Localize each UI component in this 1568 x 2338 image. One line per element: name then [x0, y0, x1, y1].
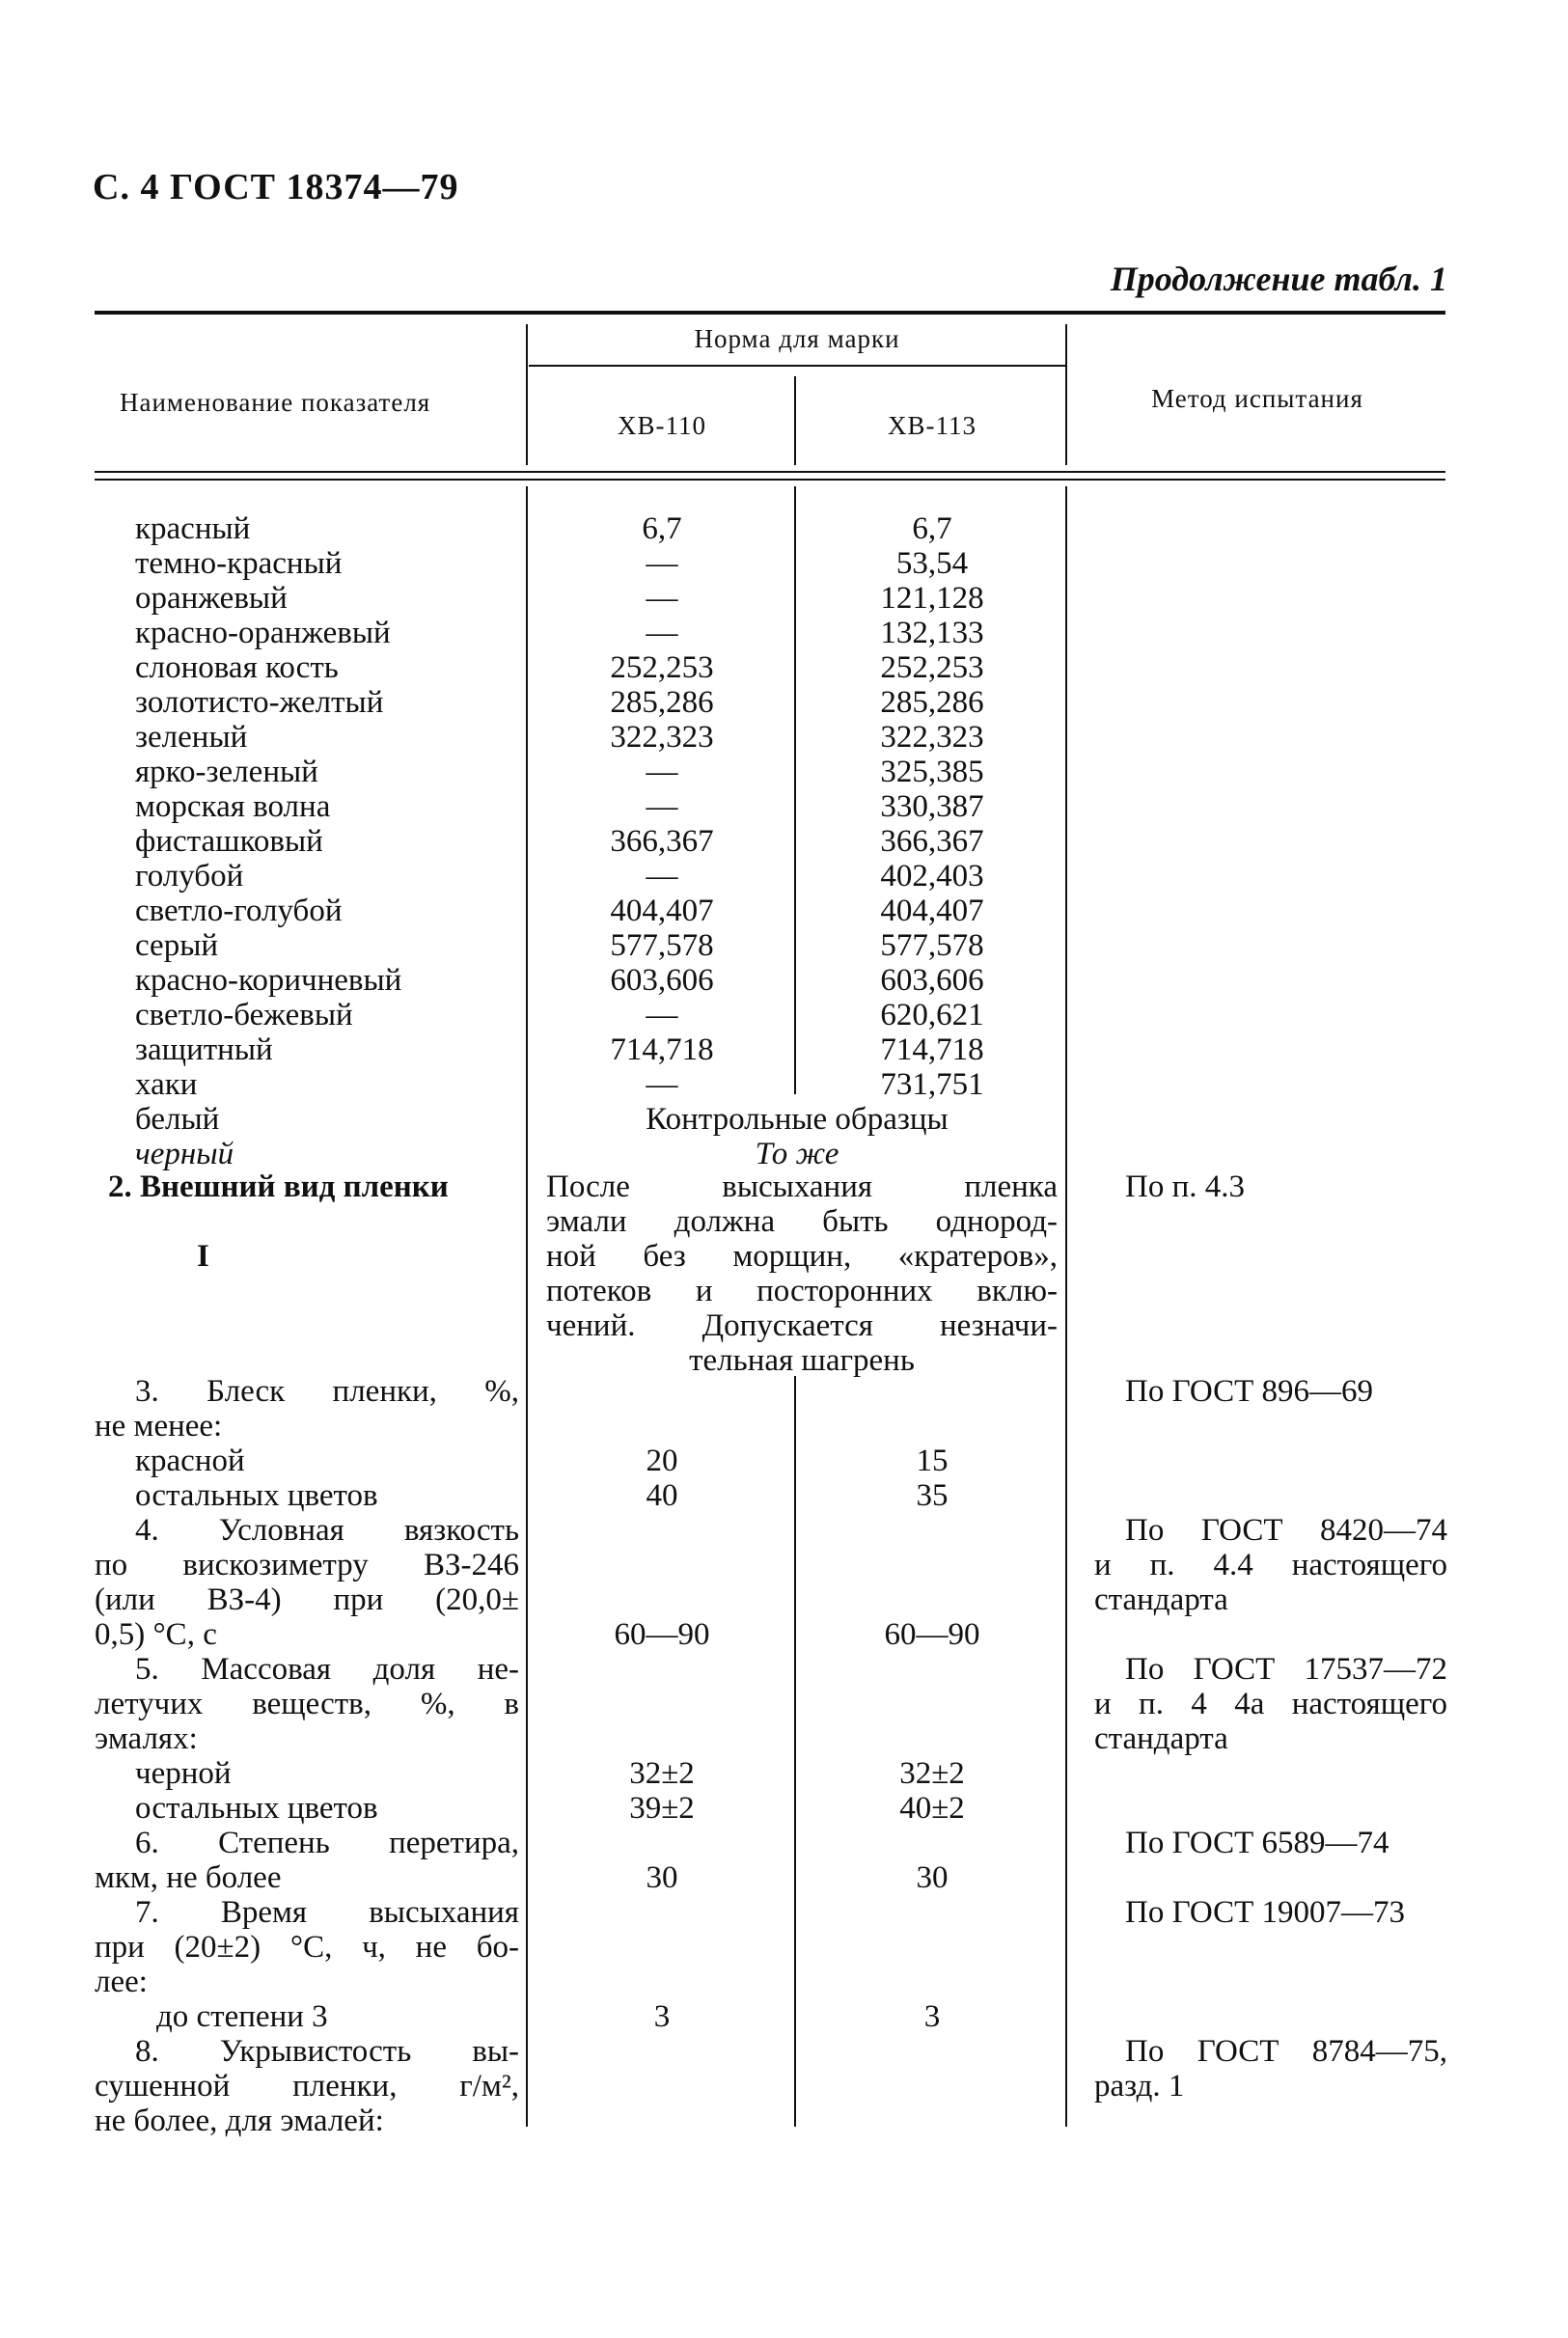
item4-hv110: 60—90 [614, 1617, 710, 1652]
item4-method-line: стандарта [1094, 1582, 1228, 1617]
item5-name [95, 1652, 519, 1756]
color-name: слоновая кость [135, 650, 339, 685]
item2-norm-line: ной без морщин, «кратеров», [546, 1239, 1058, 1274]
item6-hv110: 30 [646, 1860, 678, 1895]
item2-method: По п. 4.3 [1125, 1169, 1245, 1204]
item8-method [1094, 2034, 1447, 2104]
color-name: светло-бежевый [135, 998, 353, 1032]
item3-sub-name: красной [135, 1444, 245, 1478]
item5-sub-name: черной [135, 1756, 232, 1791]
item2-norm-line: После высыхания пленка [546, 1169, 1058, 1204]
item5-method-line: и п. 4 4а настоящего [1094, 1687, 1447, 1721]
color-name: морская волна [135, 789, 331, 824]
item8-method-line: По ГОСТ 8784—75, [1125, 2034, 1447, 2069]
color-name: серый [135, 928, 219, 963]
color-name: светло-голубой [135, 894, 343, 928]
item5-method [1094, 1652, 1447, 1756]
hv113-value: 121,128 [880, 581, 984, 616]
hv113-value: 53,54 [895, 546, 969, 581]
item4-hv113: 60—90 [884, 1617, 980, 1652]
item3-method: По ГОСТ 896—69 [1125, 1374, 1373, 1409]
item2-norm [546, 1169, 1058, 1378]
hv113-value: 404,407 [880, 894, 984, 928]
norm-header-rule [529, 365, 1065, 367]
black-norm: То же [755, 1137, 839, 1171]
item7-name-line: при (20±2) °С, ч, не бо- [95, 1930, 519, 1965]
item6-hv113: 30 [916, 1860, 949, 1895]
hv110-value: — [646, 616, 678, 650]
hv110-value: — [646, 998, 678, 1032]
header-norm: Норма для марки [694, 324, 900, 353]
table-continuation-title: Продолжение табл. 1 [1110, 260, 1447, 298]
item7-method: По ГОСТ 19007—73 [1125, 1895, 1405, 1930]
item7-name-line: лее: [95, 1965, 148, 1999]
header-bottom-rule-1 [95, 471, 1445, 473]
hv110-value: — [646, 755, 678, 789]
hv113-value: 252,253 [880, 650, 984, 685]
item2-norm-line: эмали должна быть однород- [546, 1204, 1058, 1239]
item5-hv110: 39±2 [629, 1791, 695, 1826]
item5-method-line: стандарта [1094, 1721, 1228, 1756]
header-bottom-rule-2 [95, 479, 1445, 481]
item7-hv113: 3 [923, 1999, 941, 2034]
item8-name-line: сушенной пленки, г/м², [95, 2069, 519, 2104]
item5-name-line: летучих веществ, %, в [95, 1687, 519, 1721]
item8-method-line: разд. 1 [1094, 2069, 1185, 2104]
item5-hv113: 32±2 [899, 1756, 965, 1791]
item7-hv110: 3 [653, 1999, 671, 2034]
hv113-value: 714,718 [880, 1032, 984, 1067]
color-name: красно-коричневый [135, 963, 402, 998]
color-name: зеленый [135, 720, 248, 755]
color-name: защитный [135, 1032, 273, 1067]
hv110-value: 366,367 [610, 824, 714, 859]
item6-method: По ГОСТ 6589—74 [1125, 1826, 1389, 1860]
color-name: ярко-зеленый [135, 755, 318, 789]
column-rule-3-body [1065, 486, 1067, 2127]
hv110-value: 252,253 [610, 650, 714, 685]
color-name: голубой [135, 859, 244, 894]
item2-marker: I [197, 1239, 209, 1274]
item2-norm-line: чений. Допускается незначи- [546, 1308, 1058, 1343]
item4-name-line: (или ВЗ-4) при (20,0± [95, 1582, 519, 1617]
color-name: красно-оранжевый [135, 616, 391, 650]
item6-name [95, 1826, 519, 1895]
color-name: темно-красный [135, 546, 343, 581]
item8-name [95, 2034, 519, 2138]
hv110-value: — [646, 581, 678, 616]
item3-sub-name: остальных цветов [135, 1478, 378, 1513]
column-rule-3 [1065, 324, 1067, 465]
hv110-value: — [646, 1067, 678, 1102]
hv110-value: — [646, 789, 678, 824]
item3-hv110: 40 [646, 1478, 678, 1513]
header-indicator: Наименование показателя [120, 388, 431, 417]
item3-hv113: 15 [916, 1444, 949, 1478]
item4-method-line: По ГОСТ 8420—74 [1125, 1513, 1447, 1548]
item3-name [95, 1374, 519, 1444]
hv113-value: 731,751 [880, 1067, 984, 1102]
hv110-value: — [646, 859, 678, 894]
hv110-value: 404,407 [610, 894, 714, 928]
item3-name-line: не менее: [95, 1409, 223, 1444]
item6-name-line: мкм, не более [95, 1860, 282, 1895]
item3-hv110: 20 [646, 1444, 678, 1478]
color-name: фисташковый [135, 824, 323, 859]
hv110-value: 577,578 [610, 928, 714, 963]
color-name: красный [135, 511, 251, 546]
item2-norm-line: потеков и посторонних вклю- [546, 1274, 1058, 1308]
item6-name-line: 6. Степень перетира, [135, 1826, 519, 1860]
item5-hv110: 32±2 [629, 1756, 695, 1791]
hv113-value: 366,367 [880, 824, 984, 859]
header-brand-hv110: ХВ-110 [618, 411, 706, 440]
item5-name-line: 5. Массовая доля не- [135, 1652, 519, 1687]
item7-name-line: 7. Время высыхания [135, 1895, 519, 1930]
item4-name-line: 4. Условная вязкость [135, 1513, 519, 1548]
header-brand-hv113: ХВ-113 [888, 411, 977, 440]
hv113-value: 603,606 [880, 963, 984, 998]
item2-name: 2. Внешний вид пленки [108, 1169, 449, 1204]
color-name: золотисто-желтый [135, 685, 384, 720]
hv110-value: 322,323 [610, 720, 714, 755]
hv113-value: 577,578 [880, 928, 984, 963]
page-header: С. 4 ГОСТ 18374—79 [93, 167, 459, 207]
hv113-value: 285,286 [880, 685, 984, 720]
item2-norm-line: тельная шагрень [689, 1343, 915, 1378]
item8-name-line: не более, для эмалей: [95, 2104, 384, 2138]
hv110-value: 285,286 [610, 685, 714, 720]
item7-sub-name: до степени 3 [156, 1999, 328, 2034]
hv110-value: 603,606 [610, 963, 714, 998]
hv113-value: 325,385 [880, 755, 984, 789]
column-rule-1 [526, 324, 528, 465]
hv113-value: 6,7 [912, 511, 952, 546]
item3-name-line: 3. Блеск пленки, %, [135, 1374, 519, 1409]
item4-name-line: по вискозиметру ВЗ-246 [95, 1548, 519, 1582]
item5-method-line: По ГОСТ 17537—72 [1125, 1652, 1447, 1687]
hv113-value: 322,323 [880, 720, 984, 755]
hv110-value: — [646, 546, 678, 581]
hv110-value: 714,718 [610, 1032, 714, 1067]
header-method: Метод испытания [1151, 384, 1363, 413]
hv113-value: 330,387 [880, 789, 984, 824]
color-name-white: белый [135, 1102, 220, 1137]
white-norm: Контрольные образцы [646, 1102, 949, 1137]
color-name: хаки [135, 1067, 198, 1102]
item5-name-line: эмалях: [95, 1721, 198, 1756]
item4-method [1094, 1513, 1447, 1617]
hv113-value: 132,133 [880, 616, 984, 650]
item8-name-line: 8. Укрывистость вы- [135, 2034, 519, 2069]
item5-sub-name: остальных цветов [135, 1791, 378, 1826]
hv113-value: 402,403 [880, 859, 984, 894]
item5-hv113: 40±2 [899, 1791, 965, 1826]
column-rule-1-body [526, 486, 528, 2127]
hv110-value: 6,7 [642, 511, 682, 546]
color-name: оранжевый [135, 581, 288, 616]
hv113-value: 620,621 [880, 998, 984, 1032]
item7-name [95, 1895, 519, 1999]
item3-hv113: 35 [916, 1478, 949, 1513]
item4-name [95, 1513, 519, 1652]
item4-name-line: 0,5) °С, с [95, 1617, 217, 1652]
item4-method-line: и п. 4.4 настоящего [1094, 1548, 1447, 1582]
color-name-black: черный [135, 1137, 234, 1171]
table-top-rule [95, 311, 1445, 315]
